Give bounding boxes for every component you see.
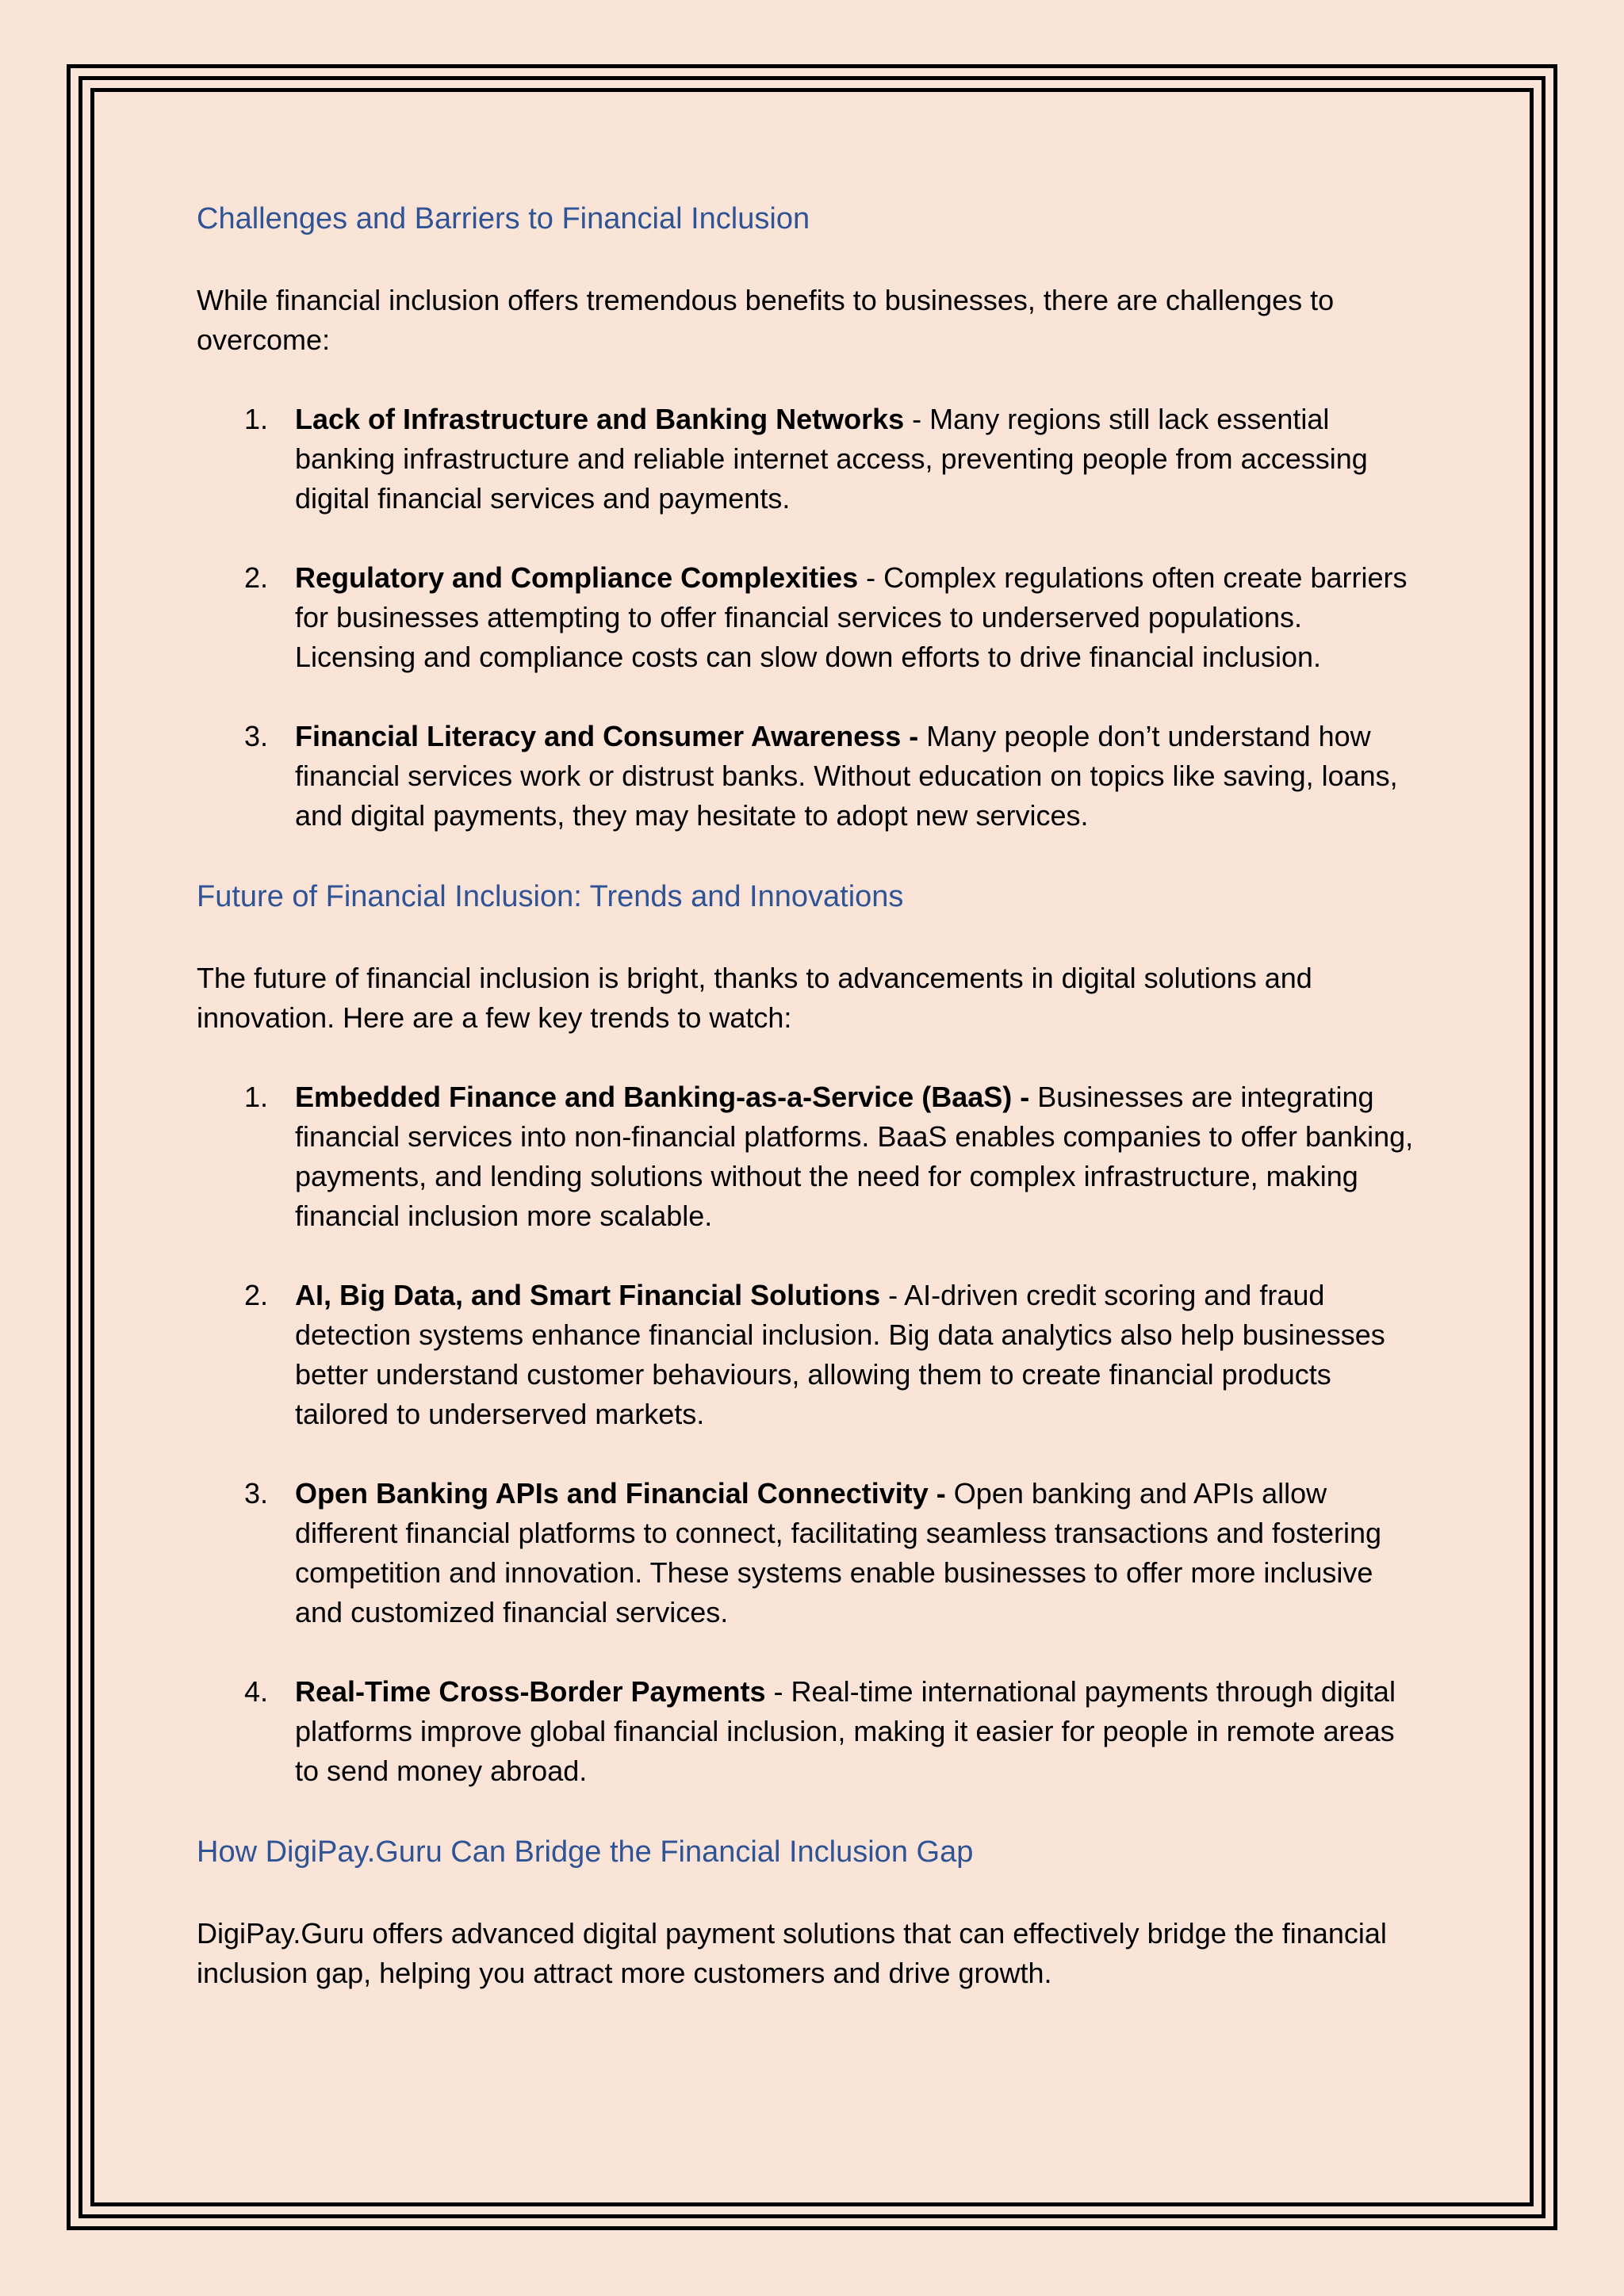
list-item-title: AI, Big Data, and Smart Financial Solutions [295, 1279, 881, 1311]
list-item-title: Lack of Infrastructure and Banking Networks [295, 403, 905, 435]
list-item-number: 3. [244, 720, 269, 752]
list-item-title: Real-Time Cross-Border Payments [295, 1675, 766, 1708]
section-heading-digipay: How DigiPay.Guru Can Bridge the Financial Inclusion Gap [197, 1835, 974, 1869]
section-heading-future: Future of Financial Inclusion: Trends and Innovations [197, 880, 904, 913]
list-item-text: Many people don’t understand how financial services work or distrust banks. Without education on topics like saving, loans, and digital payments, they may hesitate to adopt new services. [295, 720, 1398, 832]
section-intro-challenges: While financial inclusion offers tremendous benefits to businesses, there are challenges to overcome: [197, 284, 1335, 356]
list-item-text: Open banking and APIs allow different financial platforms to connect, facilitating seamless transactions and fostering competition and innovation. These systems enable businesses to offer more inclusive and customized financial services. [295, 1477, 1382, 1628]
list-item [197, 558, 1421, 677]
list-item-title: Financial Literacy and Consumer Awareness - [295, 720, 927, 752]
list-item-number: 1. [244, 1081, 269, 1113]
section-intro-future: The future of financial inclusion is bright, thanks to advancements in digital solutions and innovation. Here are a few key trends to watch: [197, 962, 1312, 1034]
list-item [197, 1672, 1421, 1791]
list-item-title: Embedded Finance and Banking-as-a-Service (BaaS) - [295, 1081, 1038, 1113]
list-item-number: 4. [244, 1675, 269, 1708]
list-item-text: - Many regions still lack essential banking infrastructure and reliable internet access, preventing people from accessing digital financial services and payments. [295, 403, 1368, 515]
challenges-list [197, 400, 1434, 836]
list-item [197, 1474, 1421, 1632]
document-body [197, 197, 1434, 1993]
list-item-number: 2. [244, 1279, 269, 1311]
list-item [197, 1276, 1421, 1434]
list-item-title: Regulatory and Compliance Complexities [295, 561, 859, 594]
section-heading-challenges: Challenges and Barriers to Financial Inclusion [197, 202, 810, 235]
list-item-number: 1. [244, 403, 269, 435]
list-item-text: Businesses are integrating financial services into non-financial platforms. BaaS enables companies to offer banking, payments, and lending solutions without the need for complex infrastructure, making financial inclusion more scalable. [295, 1081, 1414, 1232]
list-item [197, 1077, 1421, 1236]
trends-list [197, 1077, 1434, 1791]
list-item-title: Open Banking APIs and Financial Connectivity - [295, 1477, 954, 1510]
section-intro-digipay: DigiPay.Guru offers advanced digital payment solutions that can effectively bridge the financial inclusion gap, helping you attract more customers and drive growth. [197, 1917, 1387, 1989]
list-item-text: - AI-driven credit scoring and fraud detection systems enhance financial inclusion. Big data analytics also help businesses better understand customer behaviours, allowing them to create financial products tailored to underserved markets. [295, 1279, 1385, 1430]
list-item-text: - Real-time international payments through digital platforms improve global financial inclusion, making it easier for people in remote areas to send money abroad. [295, 1675, 1396, 1787]
list-item [197, 400, 1421, 519]
list-item-text: - Complex regulations often create barriers for businesses attempting to offer financial services to underserved populations. Licensing and compliance costs can slow down efforts to drive financial inclusion. [295, 561, 1408, 673]
list-item-number: 3. [244, 1477, 269, 1510]
list-item-number: 2. [244, 561, 269, 594]
list-item [197, 717, 1421, 836]
